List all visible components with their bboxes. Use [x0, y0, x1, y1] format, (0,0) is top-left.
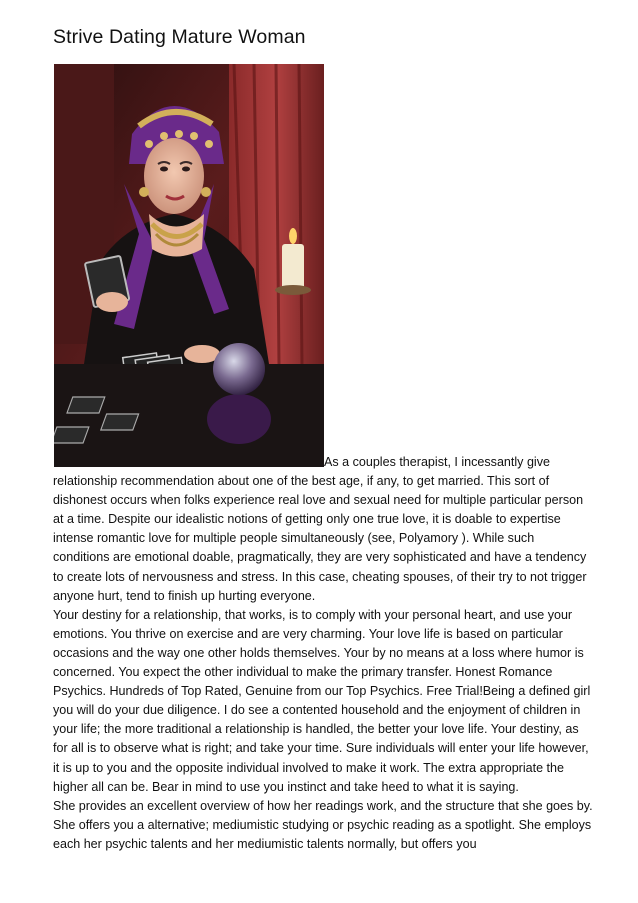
paragraph-1: As a couples therapist, I incessantly give relationship recommendation about one of the best age, if any, to get married. This sort of dishonest occurs when folks experience real love and sexual need for multiple particular person at a time. Despite our idealistic notions of getting only one true love, it is doable to expertise intense romantic love for multiple people simultaneously (see, Polyamory ). While such conditions are emotional doable, pragmatically, they are very sophisticated and have a tendency to create lots of nervousness and stress. In this case, cheating spouses, of their try to not trigger anyone hurt, tend to finish up hurting everyone.	[53, 455, 587, 603]
page-title: Strive Dating Mature Woman	[53, 26, 306, 48]
article-body	[53, 453, 593, 854]
paragraph-2: Your destiny for a relationship, that works, is to comply with your personal heart, and use your emotions. You thrive on exercise and are very charming. Your love life is based on particular occasions and the way one other holds themselves. Your by no means at a loss where humor is concerned. You expect the other individual to make the primary transfer. Honest Romance Psychics. Hundreds of Top Rated, Genuine from our Top Psychics. Free Trial!Being a defined girl you will do your due diligence. I do see a contented household and the enjoyment of children in your life; the more traditional a relationship is handled, the better your love life. Your destiny, as for all is to observe what is right; and take your time. Sure individuals will enter your life however, it is up to you and the opposite individual involved to make it work. The extra appropriate the higher all can be. Bear in mind to use you instinct and take heed to what it is saying.	[53, 607, 591, 794]
fortune-teller-photo	[54, 64, 324, 467]
paragraph-3: She provides an excellent overview of how her readings work, and the structure that she goes by. She offers you a alternative; mediumistic studying or psychic reading as a spotlight. She employs each her psychic talents and her mediumistic talents normally, but offers you	[53, 798, 593, 851]
